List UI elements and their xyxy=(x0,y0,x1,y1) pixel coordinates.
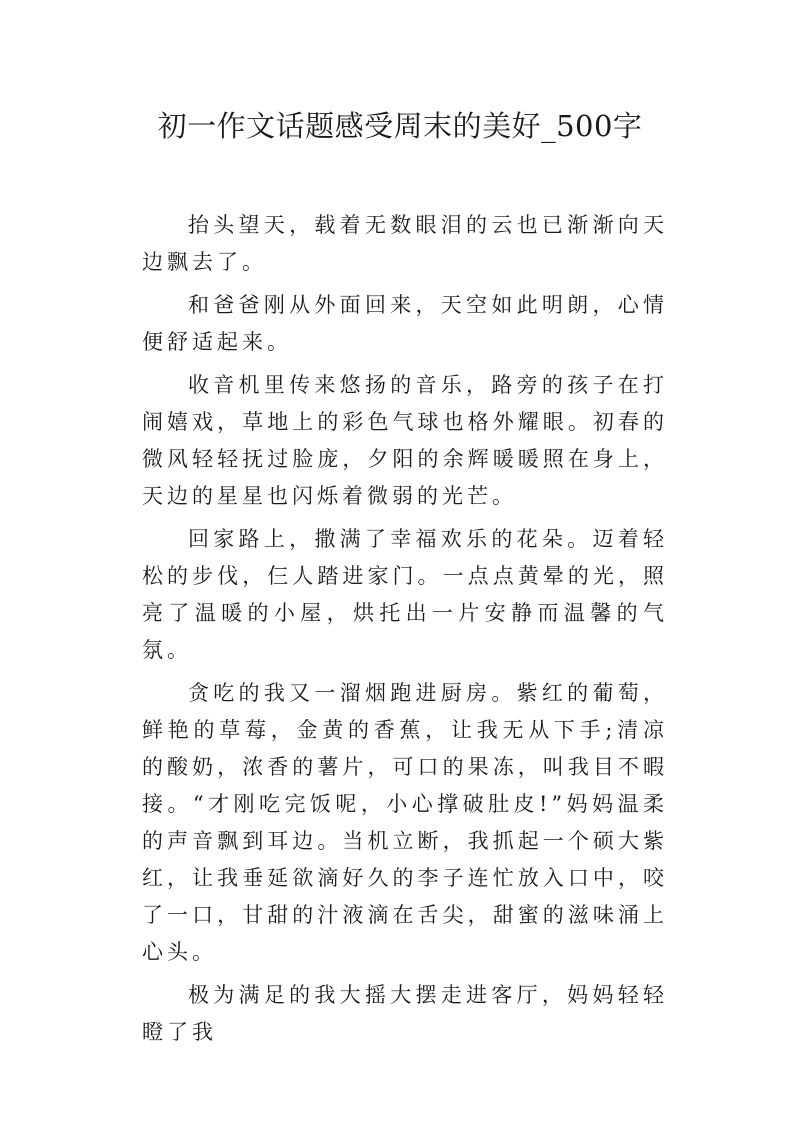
document-body xyxy=(142,207,668,1057)
paragraph-3: 收音机里传来悠扬的音乐，路旁的孩子在打闹嬉戏，草地上的彩色气球也格外耀眼。初春的微风轻轻抚过脸庞，夕阳的余辉暖暖照在身上，天边的星星也闪烁着微弱的光芒。 xyxy=(142,373,668,508)
document-title: 初一作文话题感受周末的美好_500字 xyxy=(157,109,643,143)
paragraph-6: 极为满足的我大摇大摆走进客厅，妈妈轻轻瞪了我 xyxy=(142,983,668,1044)
paragraph-4: 回家路上，撒满了幸福欢乐的花朵。迈着轻松的步伐，仨人踏进家门。一点点黄晕的光，照亮了温暖的小屋，烘托出一片安静而温馨的气氛。 xyxy=(142,527,668,662)
paragraph-1: 抬头望天，载着无数眼泪的云也已渐渐向天边飘去了。 xyxy=(142,213,668,274)
paragraph-5: 贪吃的我又一溜烟跑进厨房。紫红的葡萄，鲜艳的草莓，金黄的香蕉，让我无从下手;清凉的酸奶，浓香的薯片，可口的果冻，叫我目不暇接。“才刚吃完饭呢，小心撑破肚皮!”妈妈温柔的声音飘到耳边。当机立断，我抓起一个硕大紫红，让我垂延欲滴好久的李子连忙放入口中，咬了一口，甘甜的汁液滴在舌尖，甜蜜的滋味涌上心头。 xyxy=(142,681,668,964)
paragraph-2: 和爸爸刚从外面回来，天空如此明朗，心情便舒适起来。 xyxy=(142,293,668,354)
